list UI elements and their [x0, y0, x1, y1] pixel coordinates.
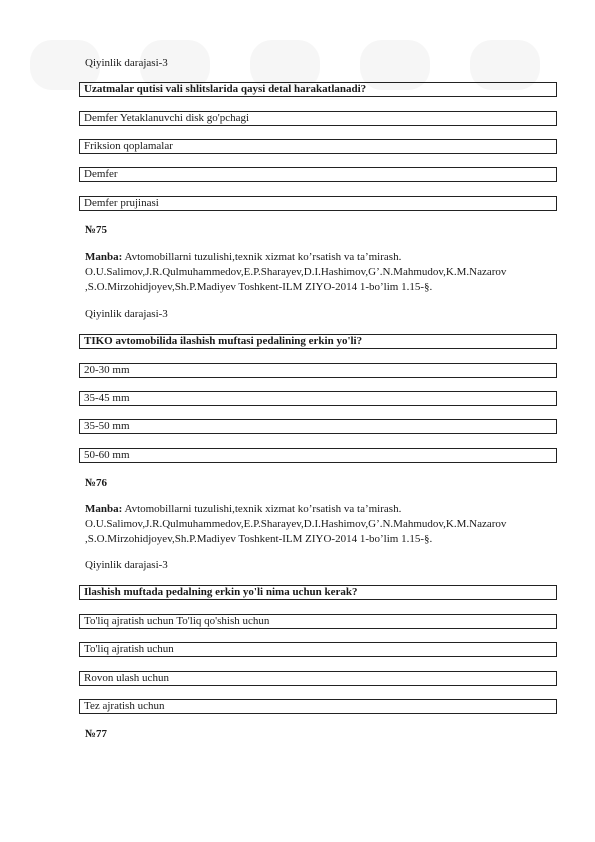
source-reference: [85, 250, 555, 295]
difficulty-level: Qiyinlik darajasi-3: [85, 57, 168, 69]
source-authors: O.U.Salimov,J.R.Qulmuhammedov,E.P.Sharayev,D.I.Hashimov,G’.N.Mahmudov,K.M.Nazarov: [85, 518, 507, 530]
source-label: Manba:: [85, 503, 123, 515]
question-number: №77: [85, 728, 108, 740]
source-text: Avtomobillarni tuzulishi,texnik xizmat ko’rsatish va ta’mirash.: [124, 503, 402, 515]
answer-option: Tez ajratish uchun: [79, 699, 557, 714]
answer-option: Demfer: [79, 167, 557, 182]
answer-option: Rovon ulash uchun: [79, 671, 557, 686]
source-publisher: ,S.O.Mirzohidjoyev,Sh.P.Madiyev Toshkent-ILM ZIYO-2014 1-bo’lim 1.15-§.: [85, 281, 433, 293]
answer-option: To'liq ajratish uchun: [79, 642, 557, 657]
answer-option: Demfer Yetaklanuvchi disk go'pchagi: [79, 111, 557, 126]
question-number: №76: [85, 477, 108, 489]
source-authors: O.U.Salimov,J.R.Qulmuhammedov,E.P.Sharayev,D.I.Hashimov,G’.N.Mahmudov,K.M.Nazarov: [85, 266, 507, 278]
question-text: Ilashish muftada pedalning erkin yo'li nima uchun kerak?: [79, 585, 557, 600]
question-text: Uzatmalar qutisi vali shlitslarida qaysi detal harakatlanadi?: [79, 82, 557, 97]
source-reference: [85, 502, 555, 547]
source-publisher: ,S.O.Mirzohidjoyev,Sh.P.Madiyev Toshkent-ILM ZIYO-2014 1-bo’lim 1.15-§.: [85, 533, 433, 545]
answer-option: 50-60 mm: [79, 448, 557, 463]
question-text: TIKO avtomobilida ilashish muftasi pedalining erkin yo'li?: [79, 334, 557, 349]
source-text: Avtomobillarni tuzulishi,texnik xizmat ko’rsatish va ta’mirash.: [124, 251, 402, 263]
answer-option: 20-30 mm: [79, 363, 557, 378]
answer-option: Demfer prujinasi: [79, 196, 557, 211]
answer-option: 35-50 mm: [79, 419, 557, 434]
question-number: №75: [85, 224, 108, 236]
difficulty-level: Qiyinlik darajasi-3: [85, 559, 168, 571]
answer-option: Friksion qoplamalar: [79, 139, 557, 154]
source-label: Manba:: [85, 251, 123, 263]
answer-option: 35-45 mm: [79, 391, 557, 406]
answer-option: To'liq ajratish uchun To'liq qo'shish uchun: [79, 614, 557, 629]
difficulty-level: Qiyinlik darajasi-3: [85, 308, 168, 320]
